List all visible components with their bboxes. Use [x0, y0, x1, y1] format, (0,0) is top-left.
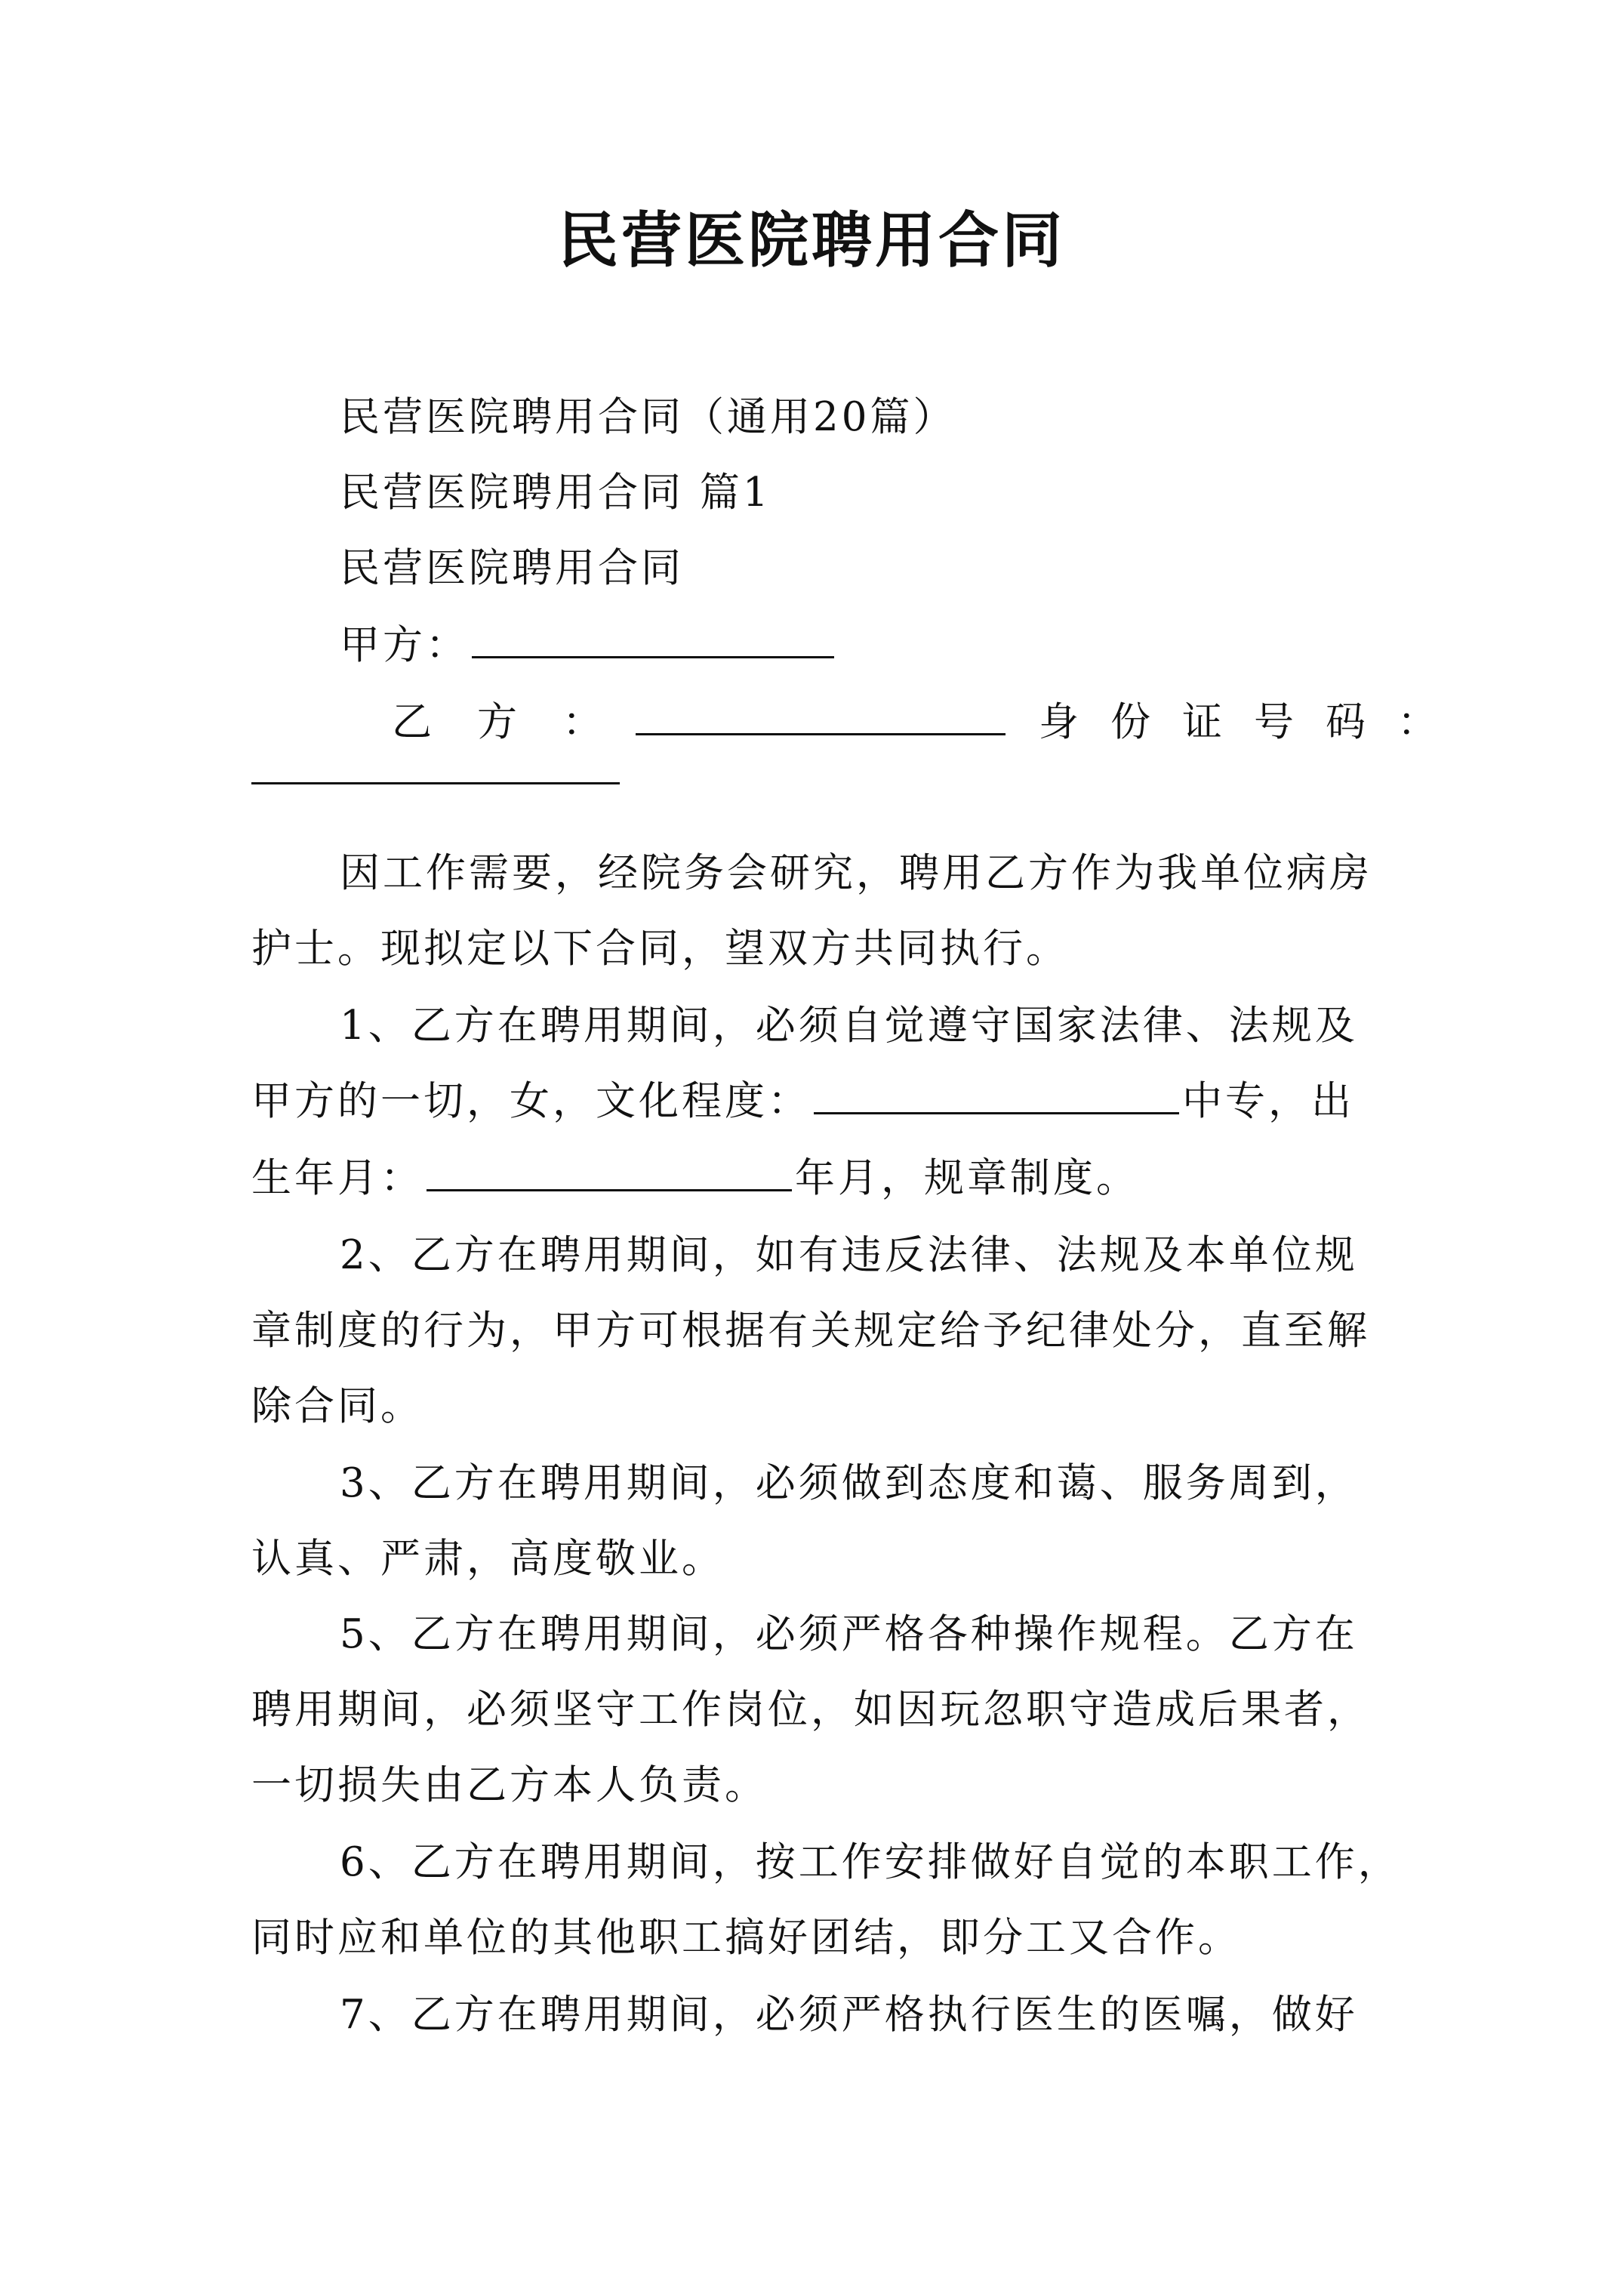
party-b-blank[interactable] — [636, 700, 1006, 735]
paragraph-6-line-2: 同时应和单位的其他职工搞好团结，即分工又合作。 — [251, 1915, 1241, 1961]
education-blank[interactable] — [814, 1079, 1179, 1114]
education-suffix: 中专，出 — [1182, 1078, 1354, 1124]
paragraph-2-line-2 — [251, 1075, 1384, 1128]
birth-suffix: 年月，规章制度。 — [795, 1155, 1139, 1201]
id-number-blank[interactable] — [251, 782, 620, 784]
contract-heading: 民营医院聘用合同 — [340, 545, 684, 591]
birth-blank[interactable] — [427, 1156, 792, 1191]
paragraph-1-line-2: 护士。现拟定以下合同，望双方共同执行。 — [251, 926, 1069, 972]
party-a-row — [340, 619, 1472, 672]
paragraph-7-line-1: 7、乙方在聘用期间，必须严格执行医生的医嘱，做好 — [340, 1992, 1358, 2038]
paragraph-3-line-3: 除合同。 — [251, 1383, 423, 1429]
birth-label: 生年月： — [251, 1155, 423, 1201]
paragraph-4-line-2: 认真、严肃，高度敬业。 — [251, 1536, 725, 1582]
subtitle: 民营医院聘用合同（通用20篇） — [340, 394, 956, 440]
document-title: 民营医院聘用合同 — [558, 205, 1065, 276]
id-label-colon: ： — [1397, 699, 1437, 745]
party-b-row — [392, 696, 1437, 749]
party-b-char-1: 乙 — [392, 699, 432, 745]
paragraph-6-line-1: 6、乙方在聘用期间，按工作安排做好自觉的本职工作， — [340, 1839, 1401, 1885]
paragraph-4-line-1: 3、乙方在聘用期间，必须做到态度和蔼、服务周到， — [340, 1460, 1358, 1506]
education-label: 甲方的一切，女，文化程度： — [251, 1078, 811, 1124]
paragraph-5-line-1: 5、乙方在聘用期间，必须严格各种操作规程。乙方在 — [340, 1611, 1358, 1657]
paragraph-3-line-1: 2、乙方在聘用期间，如有违反法律、法规及本单位规 — [340, 1232, 1358, 1278]
paragraph-2-line-1: 1、乙方在聘用期间，必须自觉遵守国家法律、法规及 — [340, 1003, 1358, 1049]
id-label-char-5: 码 — [1326, 699, 1366, 745]
party-b-colon: ： — [562, 699, 602, 745]
party-a-label: 甲方： — [340, 622, 469, 668]
paragraph-5-line-2: 聘用期间，必须坚守工作岗位，如因玩忽职守造成后果者， — [251, 1687, 1370, 1733]
party-b-char-2: 方 — [477, 699, 517, 745]
id-label-char-2: 份 — [1110, 699, 1150, 745]
id-label-char-1: 身 — [1039, 699, 1079, 745]
paragraph-5-line-3: 一切损失由乙方本人负责。 — [251, 1762, 768, 1808]
chapter-heading: 民营医院聘用合同 篇1 — [340, 470, 771, 516]
paragraph-3-line-2: 章制度的行为，甲方可根据有关规定给予纪律处分，直至解 — [251, 1308, 1370, 1354]
paragraph-2-line-3 — [251, 1152, 1384, 1205]
paragraph-1-line-1: 因工作需要，经院务会研究，聘用乙方作为我单位病房 — [340, 850, 1372, 896]
party-a-blank[interactable] — [472, 623, 834, 658]
id-label-char-3: 证 — [1182, 699, 1222, 745]
id-label-char-4: 号 — [1254, 699, 1294, 745]
